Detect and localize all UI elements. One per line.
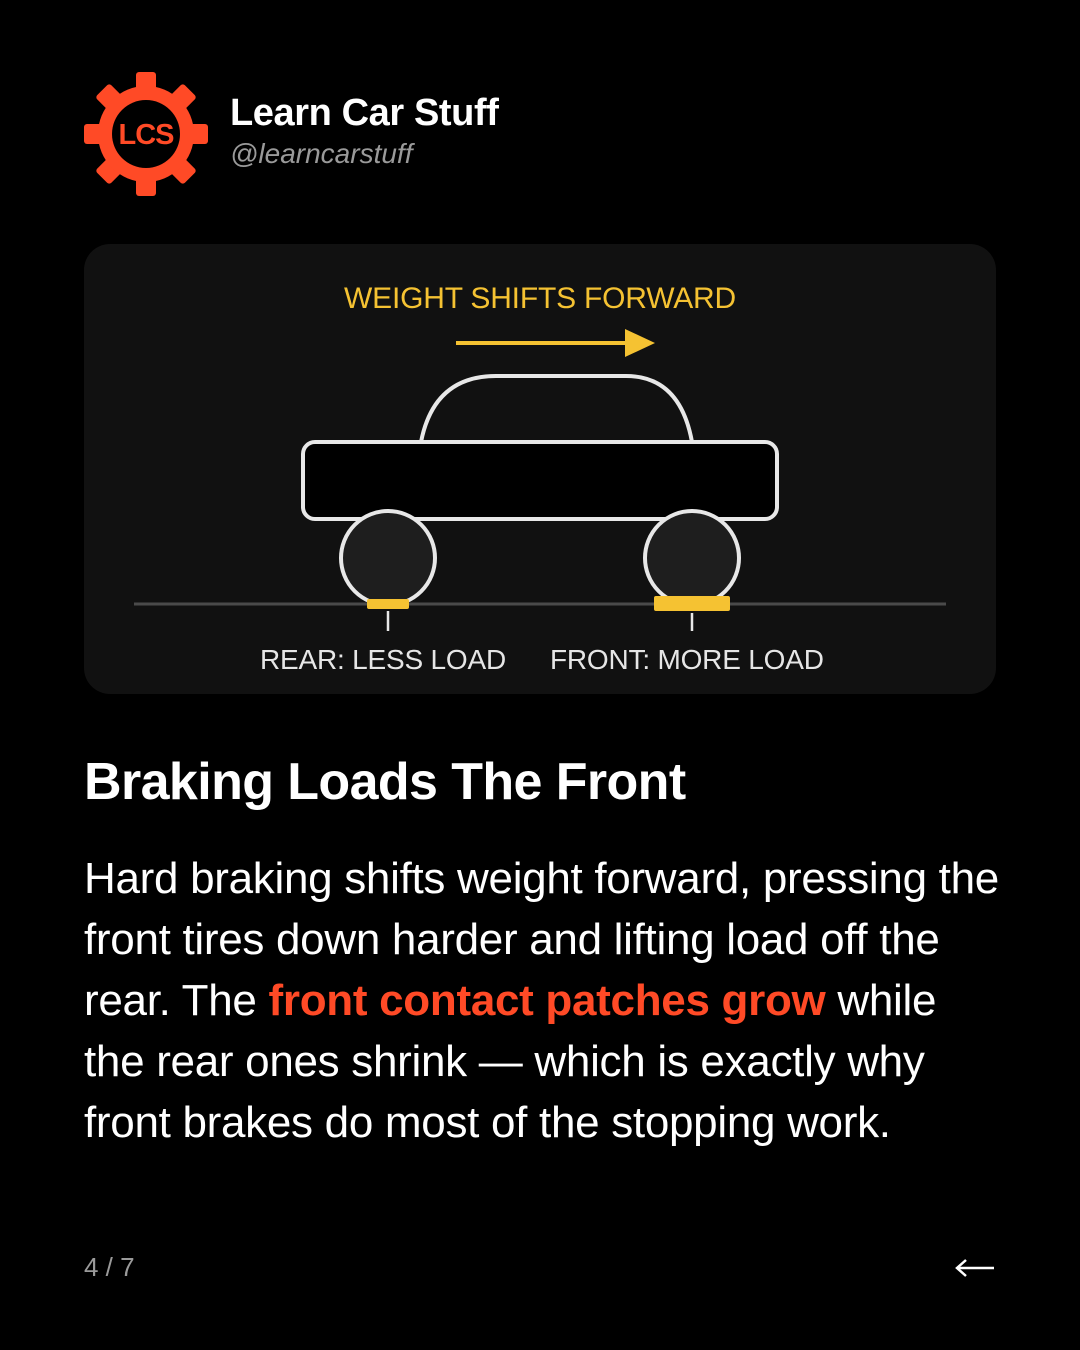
back-button[interactable]	[950, 1248, 1000, 1288]
slide-title: Braking Loads The Front	[84, 753, 686, 811]
rear-contact-patch	[367, 599, 409, 609]
diagram-card	[84, 244, 996, 694]
brand-text	[230, 91, 498, 171]
front-wheel	[645, 511, 739, 605]
lcs-gear-logo	[84, 72, 208, 196]
rear-load-label: REAR: LESS LOAD	[260, 644, 506, 675]
brand-handle: @learncarstuff	[230, 138, 413, 169]
rear-wheel	[341, 511, 435, 605]
car-body	[303, 442, 777, 519]
car-diagram	[84, 244, 996, 694]
body-text-part-2: while the rear ones shrink — which is exactly why front brakes do most of the stopping work.	[84, 976, 937, 1147]
arrow-left-icon	[954, 1258, 996, 1278]
page-indicator: 4 / 7	[84, 1252, 135, 1282]
logo-text: LCS	[118, 119, 174, 151]
body-text-part-1: Hard braking shifts weight forward, pressing the front tires down harder and lifting load off the rear. The	[84, 854, 999, 1025]
front-contact-patch	[654, 596, 730, 611]
car-cabin	[421, 376, 692, 442]
brand-name: Learn Car Stuff	[230, 92, 499, 134]
body-highlight: front contact patches grow	[268, 976, 826, 1025]
brand-header	[84, 72, 498, 196]
weight-shift-label: WEIGHT SHIFTS FORWARD	[344, 282, 736, 315]
front-load-label: FRONT: MORE LOAD	[550, 644, 824, 675]
forward-arrow-icon	[456, 329, 655, 357]
body-text	[84, 848, 1004, 1153]
